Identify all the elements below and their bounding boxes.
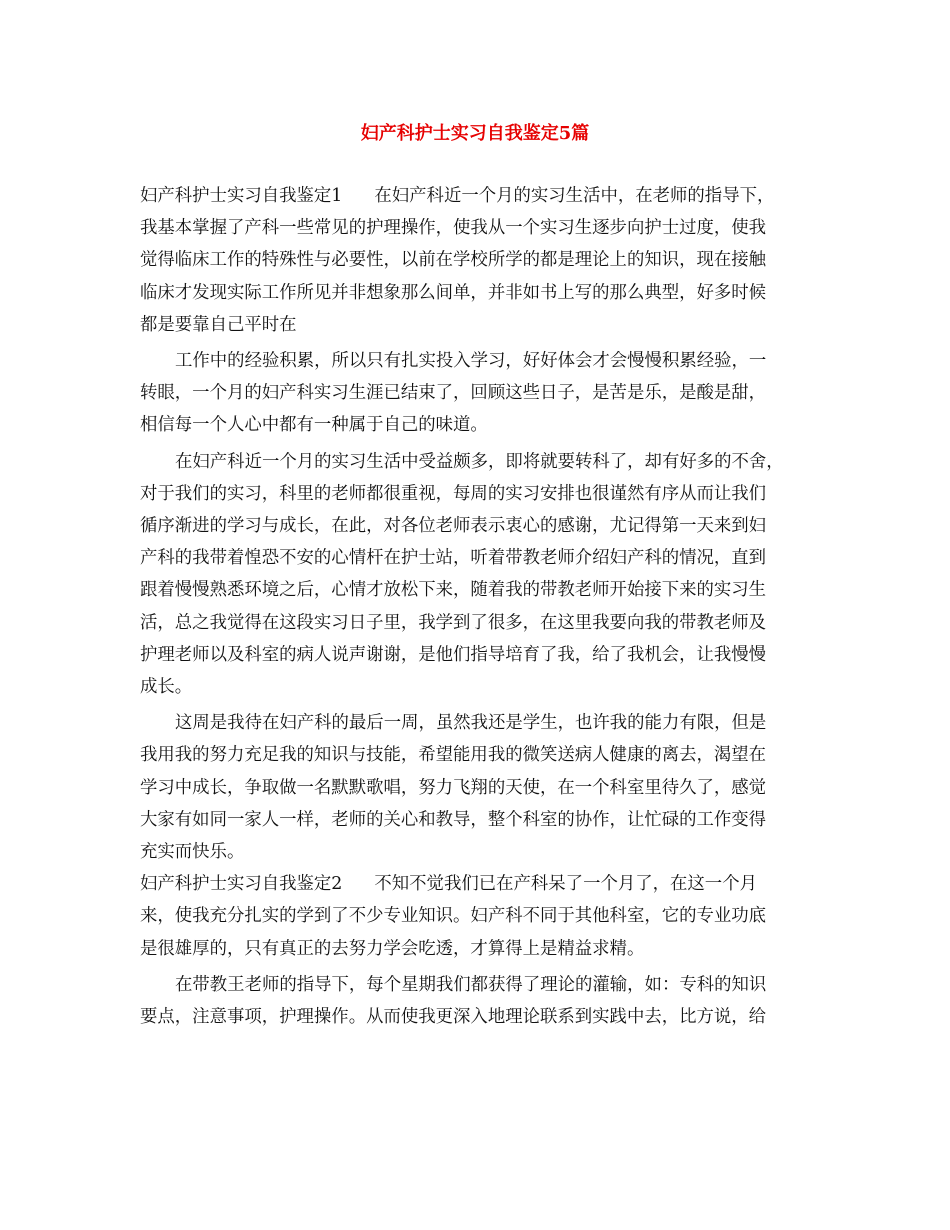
text-line: 我基本掌握了产科一些常见的护理操作，使我从一个实习生逐步向护士过度，使我	[140, 218, 767, 239]
section-1-line-1	[140, 180, 830, 212]
text-line: 循序渐进的学习与成长，在此，对各位老师表示衷心的感谢，尤记得第一天来到妇	[140, 516, 767, 537]
paragraph-3	[140, 446, 830, 704]
text-line: 跟着慢慢熟悉环境之后，心情才放松下来，随着我的带教老师开始接下来的实习生	[140, 580, 767, 601]
text-line: 相信每一个人心中都有一种属于自己的味道。	[140, 415, 488, 436]
text-line: 大家有如同一家人一样，老师的关心和教导，整个科室的协作，让忙碌的工作变得	[140, 809, 767, 830]
text-line: 护理老师以及科室的病人说声谢谢，是他们指导培育了我，给了我机会，让我慢慢	[140, 644, 767, 665]
text-line: 来，使我充分扎实的学到了不少专业知识。妇产科不同于其他科室，它的专业功底	[140, 906, 767, 927]
text-line: 都是要靠自己平时在	[140, 314, 297, 335]
text-line: 活，总之我觉得在这段实习日子里，我学到了很多，在这里我要向我的带教老师及	[140, 612, 767, 633]
text-line: 学习中成长，争取做一名默默歌唱，努力飞翔的天使，在一个科室里待久了，感觉	[140, 777, 767, 798]
text-line: 对于我们的实习，科里的老师都很重视，每周的实习安排也很谨然有序从而让我们	[140, 483, 767, 504]
text-line: 觉得临床工作的特殊性与必要性，以前在学校所学的都是理论上的知识，现在接触	[140, 250, 767, 271]
paragraph-2	[140, 345, 830, 442]
document-title: 妇产科护士实习自我鉴定5篇	[360, 123, 590, 144]
section-2-paragraph	[140, 868, 830, 965]
document-body	[140, 180, 830, 1033]
text-line: 临床才发现实际工作所见并非想象那么间单，并非如书上写的那么典型，好多时候	[140, 282, 767, 303]
text-line: 转眼，一个月的妇产科实习生涯已结束了，回顾这些日子，是苦是乐，是酸是甜，	[140, 383, 767, 404]
text-line: 要点，注意事项，护理操作。从而使我更深入地理论联系到实践中去，比方说，给	[140, 1007, 767, 1028]
paragraph-4	[140, 707, 830, 868]
section-1-text: 在妇产科近一个月的实习生活中，在老师的指导下，	[374, 186, 775, 206]
section-2-heading: 妇产科护士实习自我鉴定2	[140, 874, 343, 895]
text-line: 我用我的努力充足我的知识与技能，希望能用我的微笑送病人健康的离去，渴望在	[140, 745, 767, 766]
text-line: 是很雄厚的，只有真正的去努力学会吃透，才算得上是精益求精。	[140, 938, 645, 959]
text-line: 在带教王老师的指导下，每个星期我们都获得了理论的灌输，如：专科的知识	[175, 974, 767, 995]
text-line: 工作中的经验积累，所以只有扎实投入学习，好好体会才会慢慢积累经验，一	[175, 351, 767, 372]
section-2-text: 不知不觉我们已在产科呆了一个月了，在这一个月	[374, 874, 757, 895]
paragraph-6	[140, 969, 830, 1033]
text-line: 在妇产科近一个月的实习生活中受益颇多，即将就要转科了，却有好多的不舍，	[175, 451, 784, 472]
section-1-heading: 妇产科护士实习自我鉴定1	[140, 186, 343, 206]
section-1-paragraph	[140, 180, 830, 341]
text-line: 这周是我待在妇产科的最后一周，虽然我还是学生，也许我的能力有限，但是	[175, 713, 767, 734]
text-line: 成长。	[140, 677, 193, 698]
section-2-line-1	[140, 868, 830, 900]
text-line: 充实而快乐。	[140, 842, 245, 863]
text-line: 产科的我带着惶恐不安的心情杆在护士站，听着带教老师介绍妇产科的情况，直到	[140, 548, 767, 569]
